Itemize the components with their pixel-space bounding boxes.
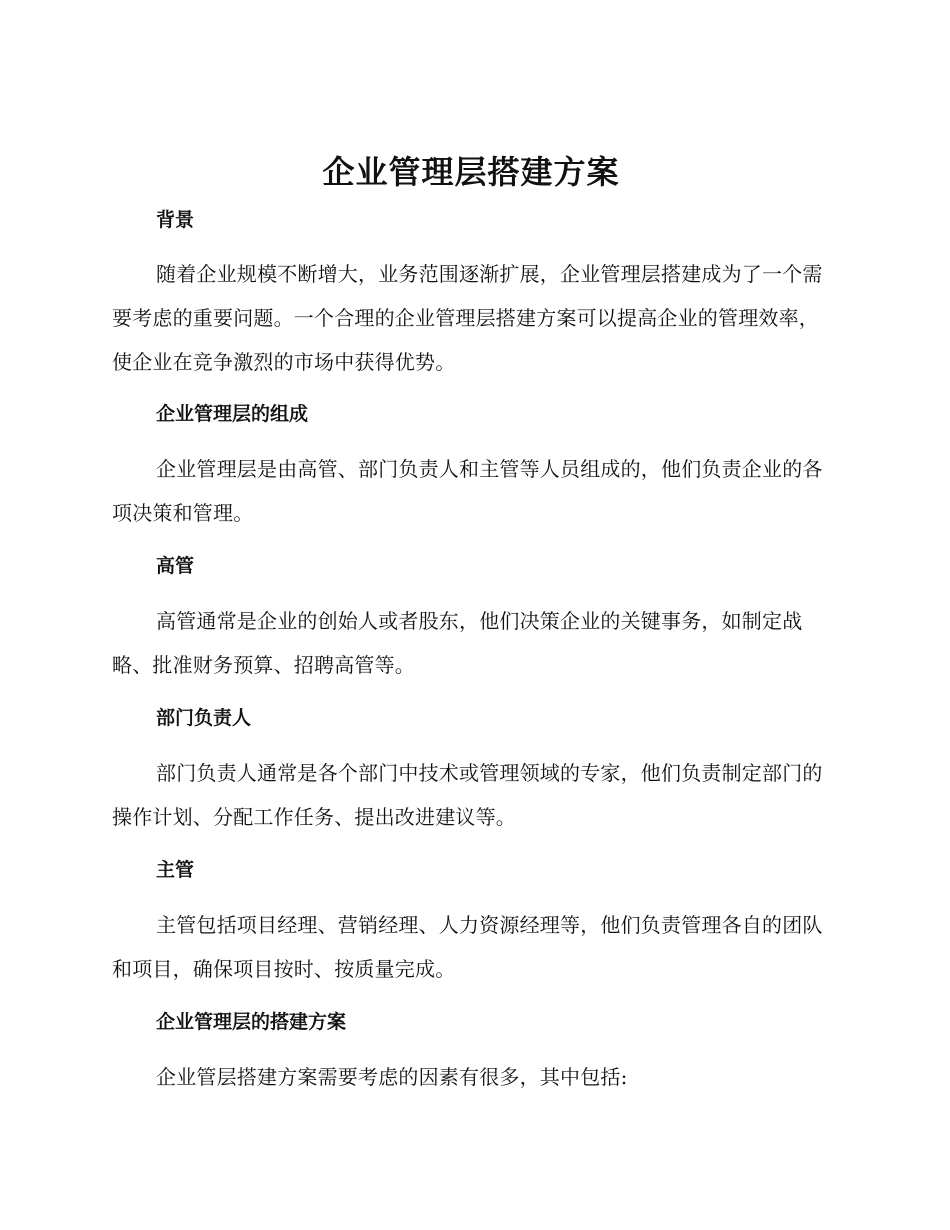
section-heading-supervisors: 主管: [156, 859, 195, 881]
section-heading-composition: 企业管理层的组成: [156, 403, 309, 425]
section-paragraph-building-plan: 企业管层搭建方案需要考虑的因素有很多，其中包括:: [156, 1065, 628, 1089]
section-heading-background: 背景: [156, 209, 195, 231]
section-paragraph-supervisors: 主管包括项目经理、营销经理、人力资源经理等，他们负责管理各自的团队和项目，确保项目按时、按质量完成。: [112, 913, 823, 981]
section-paragraph-executives: 高管通常是企业的创始人或者股东，他们决策企业的关键事务，如制定战略、批准财务预算、招聘高管等。: [112, 609, 803, 677]
section-heading-executives: 高管: [156, 555, 195, 577]
section-paragraph-background: 随着企业规模不断增大，业务范围逐渐扩展，企业管理层搭建成为了一个需要考虑的重要问题。一个合理的企业管理层搭建方案可以提高企业的管理效率，使企业在竞争激烈的市场中获得优势。: [112, 262, 823, 374]
section-heading-building-plan: 企业管理层的搭建方案: [156, 1011, 347, 1033]
section-paragraph-composition: 企业管理层是由高管、部门负责人和主管等人员组成的，他们负责企业的各项决策和管理。: [112, 457, 823, 525]
section-paragraph-department-heads: 部门负责人通常是各个部门中技术或管理领域的专家，他们负责制定部门的操作计划、分配工作任务、提出改进建议等。: [112, 761, 823, 829]
document-title: 企业管理层搭建方案: [322, 153, 620, 191]
section-heading-department-heads: 部门负责人: [156, 707, 252, 729]
